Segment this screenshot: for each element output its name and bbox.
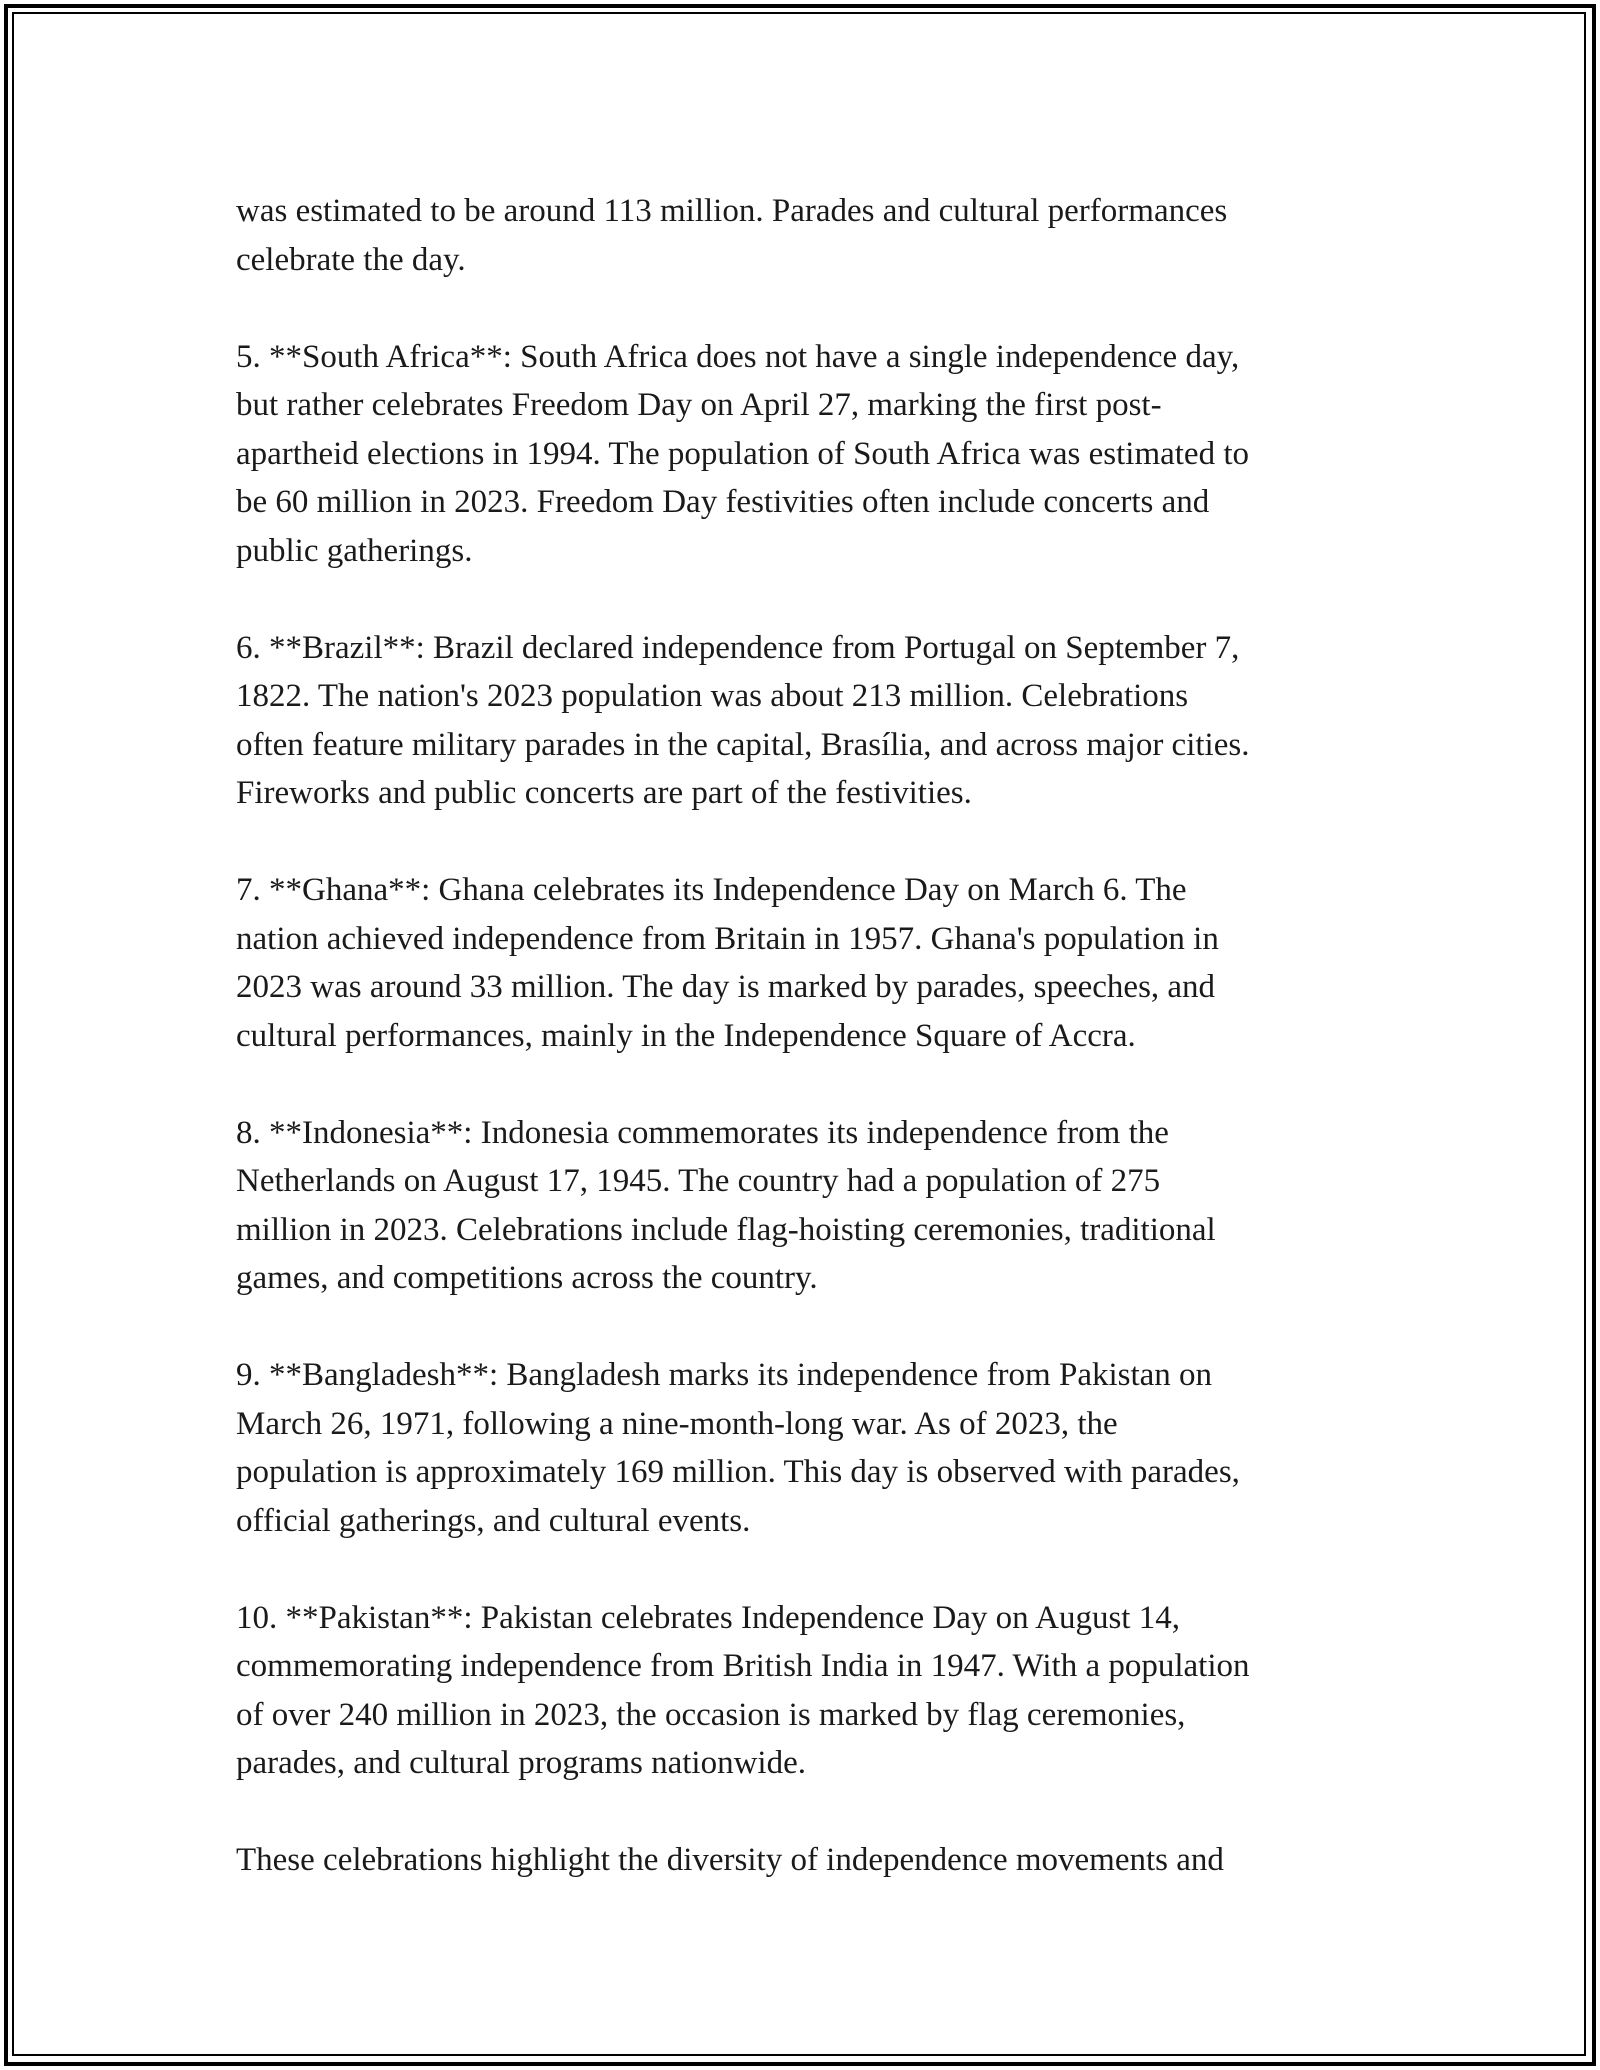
document-body — [236, 187, 1386, 1933]
paragraph-ghana: 7. **Ghana**: Ghana celebrates its Independence Day on March 6. The nation achieved independence from Britain in 1957. Ghana's population in 2023 was around 33 million. The day is marked by parades, speeches, and cultural performances, mainly in the Independence Square of Accra. — [236, 872, 1219, 1054]
paragraph-bangladesh: 9. **Bangladesh**: Bangladesh marks its independence from Pakistan on March 26, 1971, following a nine-month-long war. As of 2023, the population is approximately 169 million. This day is observed with parades, official gatherings, and cultural events. — [236, 1357, 1240, 1539]
paragraph-brazil: 6. **Brazil**: Brazil declared independence from Portugal on September 7, 1822. The nation's 2023 population was about 213 million. Celebrations often feature military parades in the capital, Brasília, and across major cities. Fireworks and public concerts are part of the festivities. — [236, 629, 1250, 811]
paragraph-indonesia: 8. **Indonesia**: Indonesia commemorates its independence from the Netherlands on August 17, 1945. The country had a population of 275 million in 2023. Celebrations include flag-hoisting ceremonies, traditional games, and competitions across the country. — [236, 1114, 1216, 1296]
paragraph-pakistan: 10. **Pakistan**: Pakistan celebrates Independence Day on August 14, commemorating independence from British India in 1947. With a population of over 240 million in 2023, the occasion is marked by flag ceremonies, parades, and cultural programs nationwide. — [236, 1599, 1250, 1781]
paragraph-south-africa: 5. **South Africa**: South Africa does not have a single independence day, but rather celebrates Freedom Day on April 27, marking the first post- apartheid elections in 1994. The population of South Africa was estimated to be 60 million in 2023. Freedom Day festivities often include concerts and public gatherings. — [236, 338, 1249, 569]
paragraph-conclusion: These celebrations highlight the diversity of independence movements and — [236, 1842, 1224, 1878]
paragraph-continuation: was estimated to be around 113 million. Parades and cultural performances celebrate the day. — [236, 193, 1228, 278]
